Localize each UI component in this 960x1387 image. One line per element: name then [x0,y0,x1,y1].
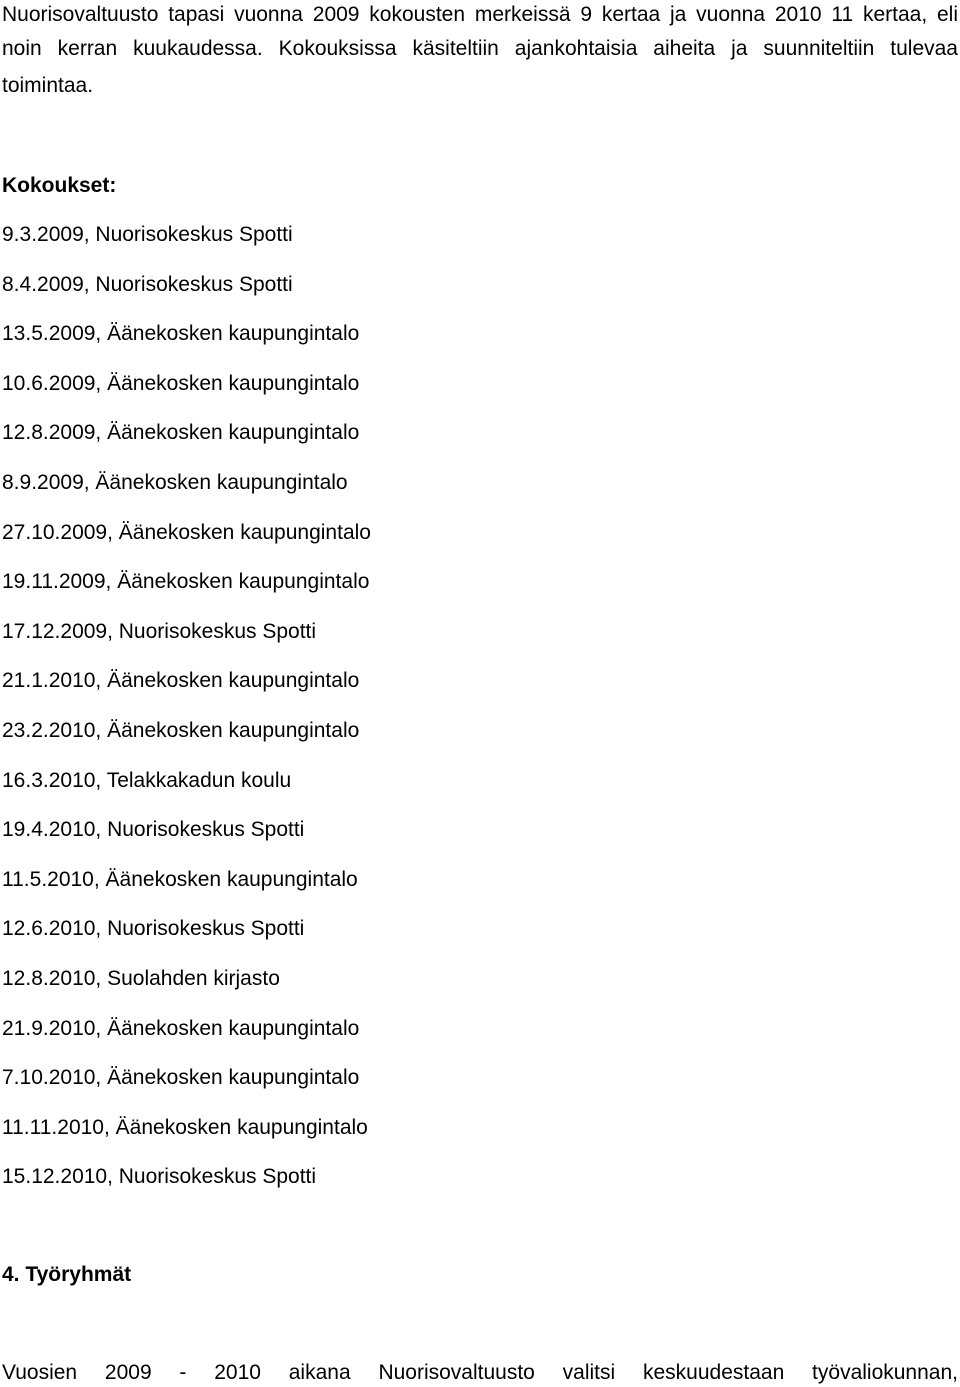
meeting-item: 27.10.2009, Äänekosken kaupungintalo [2,520,371,544]
meeting-item: 7.10.2010, Äänekosken kaupungintalo [2,1066,360,1090]
meeting-list [2,224,371,1216]
meeting-item: 12.6.2010, Nuorisokeskus Spotti [2,917,305,941]
meeting-item: 8.4.2009, Nuorisokeskus Spotti [2,272,293,296]
meeting-item: 11.11.2010, Äänekosken kaupungintalo [2,1115,368,1139]
section-heading: 4. Työryhmät [2,1263,132,1286]
meeting-item: 16.3.2010, Telakkakadun koulu [2,768,292,792]
meeting-item: 19.4.2010, Nuorisokeskus Spotti [2,818,305,842]
intro-line-1: Nuorisovaltuusto tapasi vuonna 2009 kokousten merkeissä 9 kertaa ja vuonna 2010 11 kertaa, eli [2,3,958,26]
meeting-item: 9.3.2009, Nuorisokeskus Spotti [2,223,293,246]
meeting-item: 15.12.2010, Nuorisokeskus Spotti [2,1165,317,1189]
meeting-item: 21.9.2010, Äänekosken kaupungintalo [2,1016,360,1040]
meeting-item: 21.1.2010, Äänekosken kaupungintalo [2,669,360,693]
meeting-item: 17.12.2009, Nuorisokeskus Spotti [2,619,317,643]
meeting-item: 12.8.2010, Suolahden kirjasto [2,966,280,990]
meeting-item: 10.6.2009, Äänekosken kaupungintalo [2,371,360,395]
meeting-item: 11.5.2010, Äänekosken kaupungintalo [2,867,358,891]
intro-line-3: toimintaa. [2,74,94,97]
meeting-item: 12.8.2009, Äänekosken kaupungintalo [2,421,360,445]
intro-line-2: noin kerran kuukaudessa. Kokouksissa käsiteltiin ajankohtaisia aiheita ja suunniteltiin tulevaa [2,37,958,60]
meetings-heading: Kokoukset: [2,174,117,197]
meeting-item: 23.2.2010, Äänekosken kaupungintalo [2,718,360,742]
meeting-item: 13.5.2009, Äänekosken kaupungintalo [2,322,360,346]
closing-line-1: Vuosien 2009 - 2010 aikana Nuorisovaltuusto valitsi keskuudestaan työvaliokunnan, [2,1361,958,1384]
meeting-item: 19.11.2009, Äänekosken kaupungintalo [2,570,370,594]
meeting-item: 8.9.2009, Äänekosken kaupungintalo [2,470,348,494]
